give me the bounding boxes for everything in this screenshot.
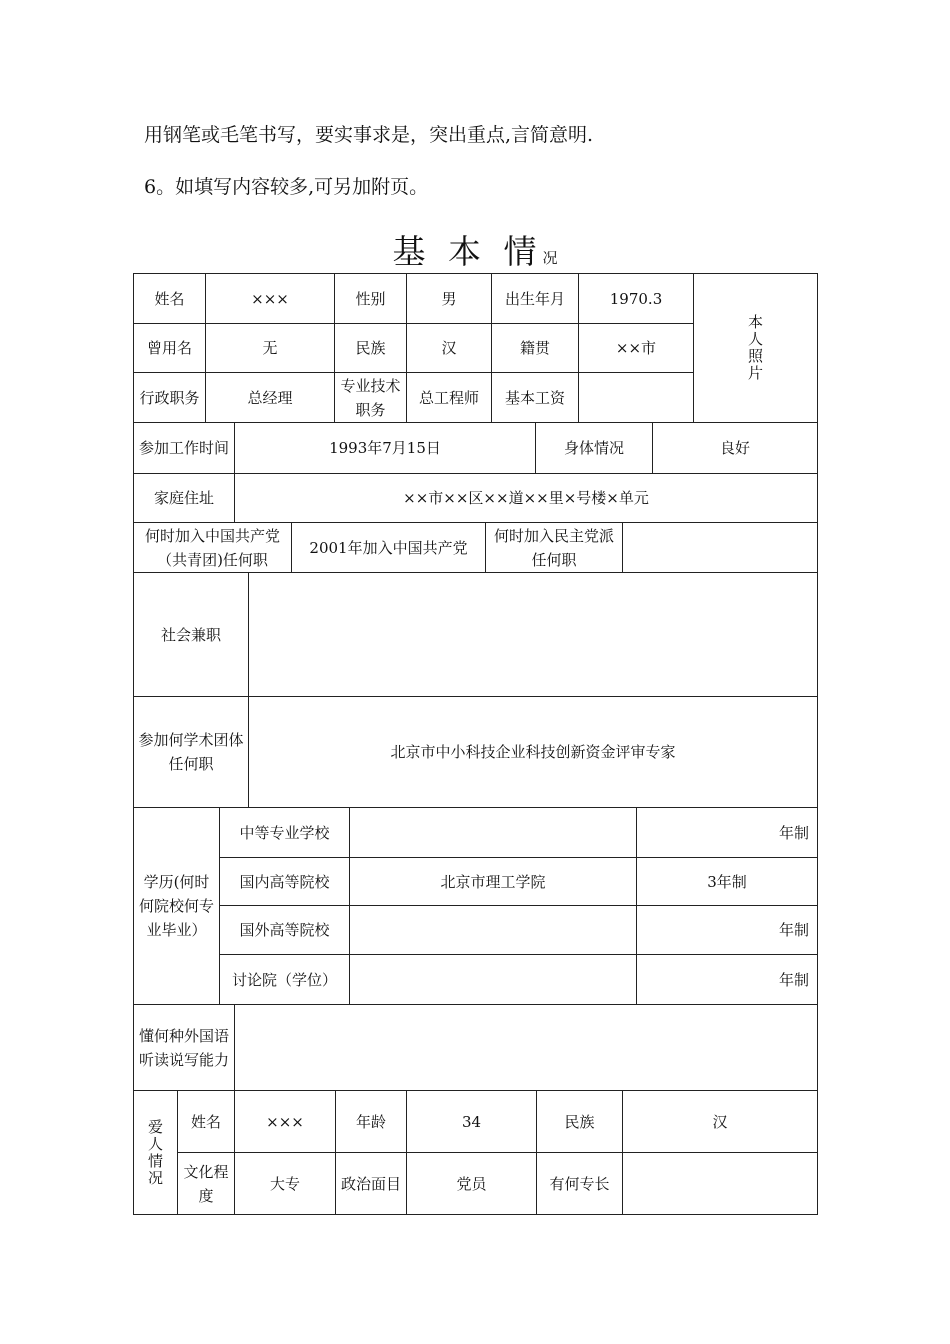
language-table bbox=[133, 1004, 818, 1091]
health-value: 良好 bbox=[653, 423, 818, 474]
spouse-label-char: 人 bbox=[147, 1134, 163, 1153]
tech-post-label: 专业技术职务 bbox=[335, 373, 407, 423]
academic-group-value: 北京市中小科技企业科技创新资金评审专家 bbox=[249, 697, 818, 808]
ethnicity-value: 汉 bbox=[407, 324, 492, 373]
education-years: 年制 bbox=[637, 906, 818, 955]
democratic-party-value bbox=[623, 523, 818, 573]
education-school bbox=[350, 906, 637, 955]
social-academic-table bbox=[133, 572, 818, 808]
gender-label: 性别 bbox=[335, 274, 407, 324]
admin-post-label: 行政职务 bbox=[134, 373, 206, 423]
education-years: 年制 bbox=[637, 955, 818, 1005]
photo-char: 照 bbox=[747, 347, 763, 365]
photo-cell bbox=[694, 274, 818, 423]
spouse-label-char: 情 bbox=[147, 1151, 163, 1170]
section-title bbox=[0, 226, 950, 273]
instruction-line-2: 6。如填写内容较多,可另加附页。 bbox=[144, 176, 429, 198]
spouse-ethnicity-value: 汉 bbox=[623, 1091, 818, 1153]
education-years: 3年制 bbox=[637, 858, 818, 906]
photo-char: 人 bbox=[747, 330, 763, 348]
admin-post-value: 总经理 bbox=[206, 373, 335, 423]
native-place-value: ××市 bbox=[579, 324, 694, 373]
spouse-label-char: 况 bbox=[147, 1168, 163, 1187]
social-post-value bbox=[249, 573, 818, 697]
spouse-edu-label: 文化程度 bbox=[178, 1153, 235, 1215]
spouse-label-char: 爱 bbox=[147, 1117, 163, 1136]
education-type: 讨论院（学位） bbox=[220, 955, 350, 1005]
address-label: 家庭住址 bbox=[134, 474, 235, 523]
birth-value: 1970.3 bbox=[579, 274, 694, 324]
photo-char: 本 bbox=[747, 313, 763, 331]
academic-group-label: 参加何学术团体任何职 bbox=[134, 697, 249, 808]
salary-label: 基本工资 bbox=[492, 373, 579, 423]
former-name-value: 无 bbox=[206, 324, 335, 373]
birth-label: 出生年月 bbox=[492, 274, 579, 324]
party-table bbox=[133, 522, 818, 573]
spouse-name-value: ××× bbox=[235, 1091, 336, 1153]
spouse-political-label: 政治面目 bbox=[336, 1153, 407, 1215]
spouse-ethnicity-label: 民族 bbox=[537, 1091, 623, 1153]
tech-post-value: 总工程师 bbox=[407, 373, 492, 423]
spouse-table bbox=[133, 1090, 818, 1215]
education-type: 国内高等院校 bbox=[220, 858, 350, 906]
democratic-party-label: 何时加入民主党派任何职 bbox=[486, 523, 623, 573]
gender-value: 男 bbox=[407, 274, 492, 324]
cpc-join-label: 何时加入中国共产党（共青团)任何职 bbox=[134, 523, 292, 573]
spouse-name-label: 姓名 bbox=[178, 1091, 235, 1153]
education-school bbox=[350, 955, 637, 1005]
spouse-political-value: 党员 bbox=[407, 1153, 537, 1215]
education-years: 年制 bbox=[637, 808, 818, 858]
cpc-join-value: 2001年加入中国共产党 bbox=[292, 523, 486, 573]
spouse-age-label: 年龄 bbox=[336, 1091, 407, 1153]
spouse-age-value: 34 bbox=[407, 1091, 537, 1153]
name-label: 姓名 bbox=[134, 274, 206, 324]
education-school bbox=[350, 808, 637, 858]
education-table bbox=[133, 807, 818, 1005]
section-title-tail: 况 bbox=[542, 249, 558, 267]
former-name-label: 曾用名 bbox=[134, 324, 206, 373]
photo-char: 片 bbox=[747, 364, 763, 382]
salary-value bbox=[579, 373, 694, 423]
spouse-skill-value bbox=[623, 1153, 818, 1215]
language-value bbox=[235, 1005, 818, 1091]
social-post-label: 社会兼职 bbox=[134, 573, 249, 697]
work-start-label: 参加工作时间 bbox=[134, 423, 235, 474]
basic-info-table bbox=[133, 273, 818, 423]
work-start-value: 1993年7月15日 bbox=[235, 423, 536, 474]
spouse-skill-label: 有何专长 bbox=[537, 1153, 623, 1215]
education-label: 学历(何时何院校何专业毕业） bbox=[134, 808, 220, 1005]
spouse-edu-value: 大专 bbox=[235, 1153, 336, 1215]
name-value: ××× bbox=[206, 274, 335, 324]
address-value: ××市××区××道××里×号楼×单元 bbox=[235, 474, 818, 523]
language-label: 懂何种外国语听读说写能力 bbox=[134, 1005, 235, 1091]
ethnicity-label: 民族 bbox=[335, 324, 407, 373]
spouse-label bbox=[134, 1091, 178, 1215]
native-place-label: 籍贯 bbox=[492, 324, 579, 373]
health-label: 身体情况 bbox=[536, 423, 653, 474]
education-type: 中等专业学校 bbox=[220, 808, 350, 858]
education-type: 国外高等院校 bbox=[220, 906, 350, 955]
work-info-table bbox=[133, 422, 818, 523]
instruction-line-1: 用钢笔或毛笔书写，要实事求是，突出重点,言简意明. bbox=[144, 124, 594, 146]
section-title-main: 基 本 情 bbox=[392, 232, 543, 271]
education-school: 北京市理工学院 bbox=[350, 858, 637, 906]
